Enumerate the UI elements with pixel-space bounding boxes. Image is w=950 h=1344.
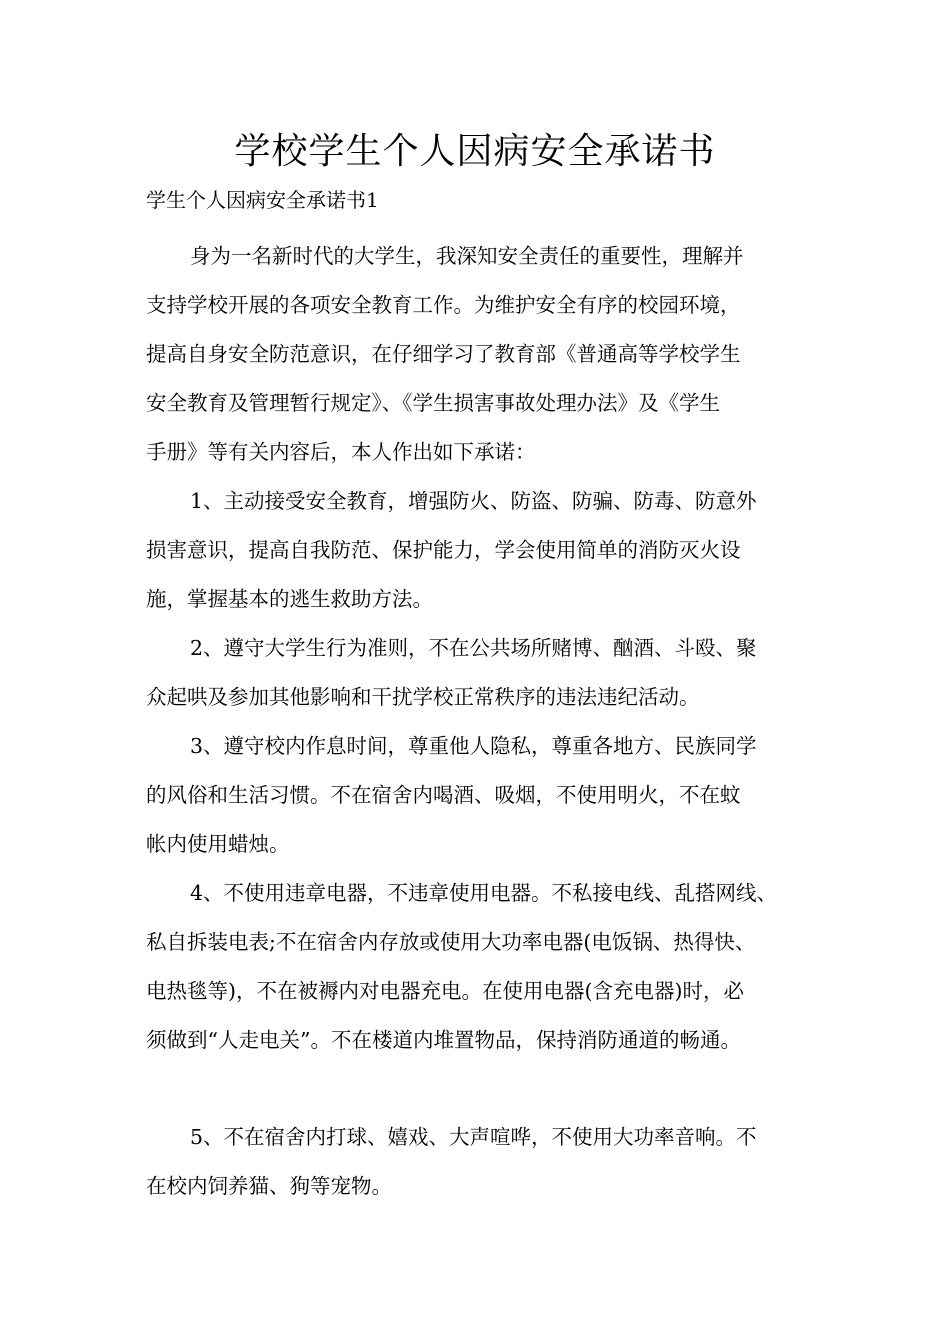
document-title: 学校学生个人因病安全承诺书 bbox=[234, 131, 716, 172]
paragraph-spacer bbox=[146, 1065, 826, 1113]
text-line: 的风俗和生活习惯。不在宿舍内喝酒、吸烟，不使用明火，不在蚊 bbox=[146, 783, 741, 807]
paragraph-intro bbox=[146, 232, 826, 477]
text-line: 支持学校开展的各项安全教育工作。为维护安全有序的校园环境， bbox=[146, 293, 741, 317]
document-subtitle: 学生个人因病安全承诺书1 bbox=[146, 188, 379, 212]
text-line: 5、不在宿舍内打球、嬉戏、大声喧哗，不使用大功率音响。不 bbox=[190, 1125, 757, 1149]
text-line: 在校内饲养猫、狗等宠物。 bbox=[146, 1174, 392, 1198]
paragraph-item-4 bbox=[146, 869, 826, 1065]
paragraph-item-3 bbox=[146, 722, 826, 869]
text-line: 4、不使用违章电器，不违章使用电器。不私接电线、乱搭网线、 bbox=[190, 881, 778, 905]
text-line: 须做到“人走电关”。不在楼道内堆置物品，保持消防通道的畅通。 bbox=[146, 1028, 741, 1052]
text-line: 3、遵守校内作息时间，尊重他人隐私，尊重各地方、民族同学 bbox=[190, 734, 757, 758]
text-line: 施，掌握基本的逃生救助方法。 bbox=[146, 587, 433, 611]
paragraph-item-1 bbox=[146, 477, 826, 624]
text-line: 帐内使用蜡烛。 bbox=[146, 832, 290, 856]
text-line: 众起哄及参加其他影响和干扰学校正常秩序的违法违纪活动。 bbox=[146, 685, 700, 709]
text-line: 损害意识，提高自我防范、保护能力，学会使用简单的消防灭火设 bbox=[146, 538, 741, 562]
text-line: 手册》等有关内容后，本人作出如下承诺： bbox=[146, 440, 536, 464]
text-line: 电热毯等)，不在被褥内对电器充电。在使用电器(含充电器)时，必 bbox=[146, 979, 744, 1003]
document-body bbox=[146, 232, 826, 1211]
text-line: 身为一名新时代的大学生，我深知安全责任的重要性，理解并 bbox=[190, 244, 744, 268]
paragraph-item-2 bbox=[146, 624, 826, 722]
text-line: 安全教育及管理暂行规定》、《学生损害事故处理办法》及《学生 bbox=[146, 391, 720, 415]
text-line: 私自拆装电表;不在宿舍内存放或使用大功率电器(电饭锅、热得快、 bbox=[146, 930, 756, 954]
text-line: 2、遵守大学生行为准则，不在公共场所赌博、酗酒、斗殴、聚 bbox=[190, 636, 757, 660]
text-line: 1、主动接受安全教育，增强防火、防盗、防骗、防毒、防意外 bbox=[190, 489, 757, 513]
text-line: 提高自身安全防范意识，在仔细学习了教育部《普通高等学校学生 bbox=[146, 342, 741, 366]
paragraph-item-5 bbox=[146, 1113, 826, 1211]
